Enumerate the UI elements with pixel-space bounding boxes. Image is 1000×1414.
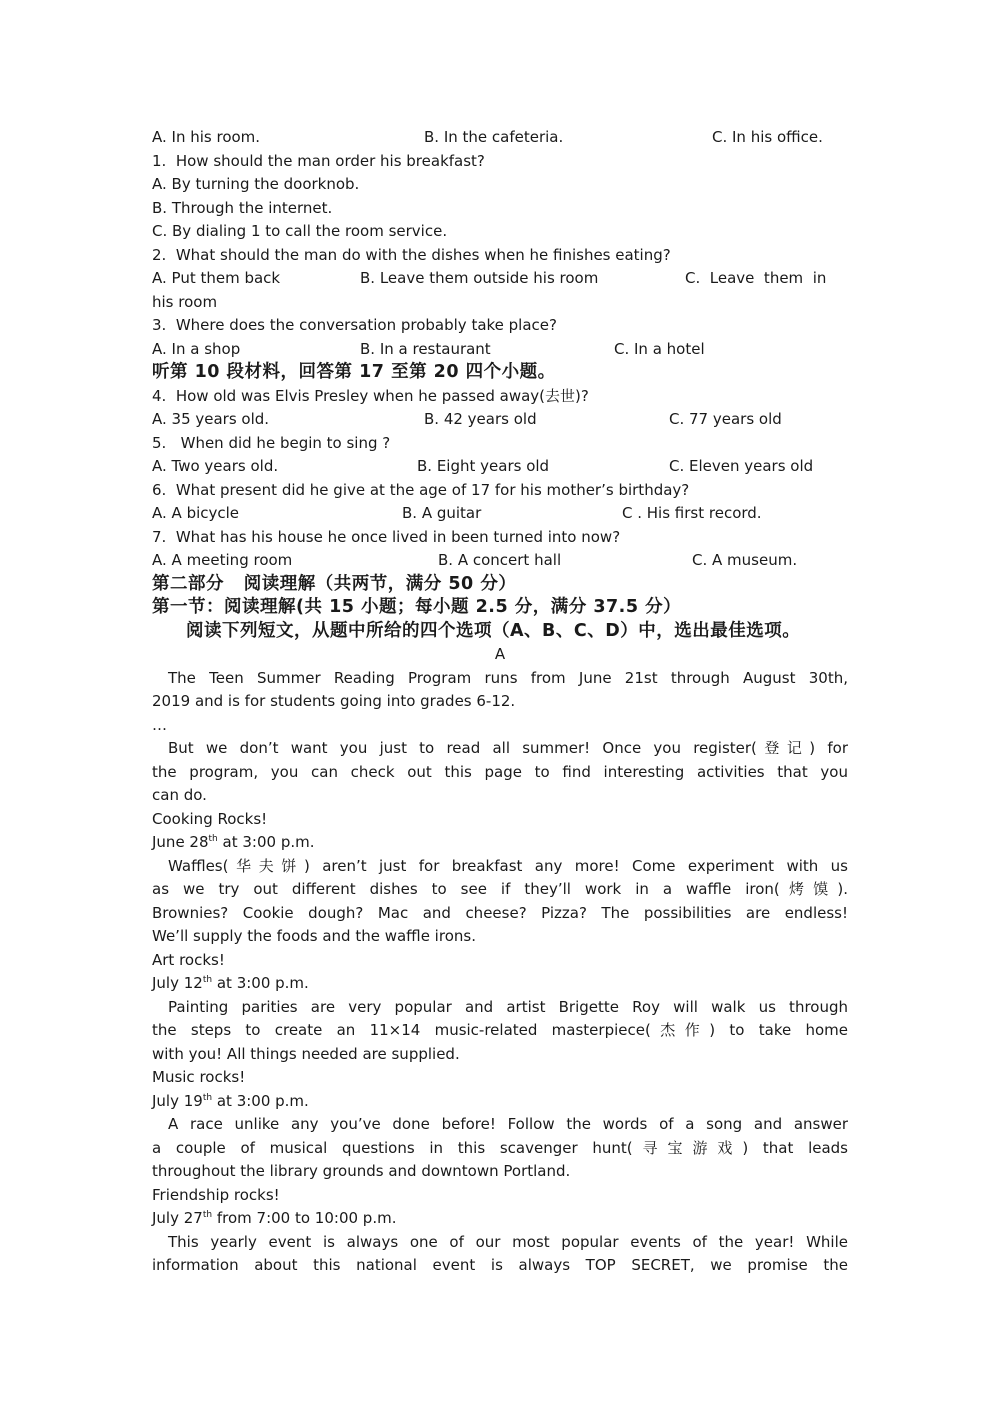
event-date-line (152, 1090, 848, 1114)
paragraph-line (152, 1160, 848, 1184)
paragraph-line (152, 878, 848, 902)
paragraph-line (152, 1254, 848, 1278)
question-line (152, 526, 848, 550)
text-segment: at 3:00 p.m. (217, 833, 315, 851)
text-segment: Painting parities are very popular and artist Brigette Roy will walk us through (168, 997, 848, 1016)
text-segment: Waffles(华夫饼) aren’t just for breakfast any more! Come experiment with us (168, 856, 848, 875)
text-segment: July 19 (152, 1091, 203, 1110)
paragraph-line (152, 761, 848, 785)
options-line (152, 455, 848, 479)
option-line (152, 220, 848, 244)
ellipsis-line (152, 714, 848, 738)
option-a: A. 35 years old. (152, 410, 270, 428)
superscript: th (208, 834, 218, 844)
event-date-line (152, 972, 848, 996)
text-segment: Friendship rocks! (152, 1185, 280, 1204)
paragraph-line (152, 1043, 848, 1067)
option-a: A. In a shop (152, 339, 241, 358)
options-line (152, 408, 848, 432)
text-segment: 5. When did he begin to sing ? (152, 433, 391, 452)
paragraph-line (152, 902, 848, 926)
options-line (152, 502, 848, 526)
text-segment: July 12 (152, 974, 203, 992)
text-segment: 阅读下列短文，从题中所给的四个选项（A、B、C、D）中，选出最佳选项。 (186, 620, 801, 641)
text-segment: A. By turning the doorknob. (152, 175, 360, 193)
text-segment: 第二部分 阅读理解（共两节，满分 50 分） (152, 573, 517, 594)
text-segment: the steps to create an 11×14 music-related masterpiece(杰作) to take home (152, 1021, 848, 1039)
text-segment: Brownies? Cookie dough? Mac and cheese? Pizza? The possibilities are endless! (152, 903, 848, 922)
text-segment: his room (152, 292, 218, 311)
options-line (152, 549, 848, 573)
event-title-line (152, 1066, 848, 1090)
text-segment: at 3:00 p.m. (212, 974, 309, 992)
option-b: B. A guitar (402, 504, 482, 522)
paragraph-line (152, 1231, 848, 1255)
option-b: B. A concert hall (438, 551, 562, 569)
paragraph-line (152, 1019, 848, 1043)
passage-label (152, 643, 848, 667)
text-segment: 7. What has his house he once lived in been turned into now? (152, 527, 621, 546)
question-line (152, 432, 848, 456)
paragraph-line (152, 690, 848, 714)
options-line (152, 338, 848, 362)
question-line (152, 244, 848, 268)
section-heading (152, 596, 848, 620)
text-segment: throughout the library grounds and downtown Portland. (152, 1162, 571, 1180)
option-c: C. 77 years old (669, 410, 782, 428)
text-segment: at 3:00 p.m. (212, 1091, 309, 1110)
text-segment: Music rocks! (152, 1068, 246, 1086)
paragraph-line (152, 784, 848, 808)
text-segment: a couple of musical questions in this scavenger hunt(寻宝游戏) that leads (152, 1138, 848, 1157)
text-segment: We’ll supply the foods and the waffle irons. (152, 927, 476, 945)
event-date-line (152, 1207, 848, 1231)
event-title-line (152, 1184, 848, 1208)
question-line (152, 314, 848, 338)
paragraph-line (152, 737, 848, 761)
event-title-line (152, 808, 848, 832)
text-segment: A race unlike any you’ve done before! Follow the words of a song and answer (168, 1115, 848, 1133)
option-continuation-line (152, 291, 848, 315)
text-segment: B. Through the internet. (152, 198, 333, 217)
question-line (152, 385, 848, 409)
option-line (152, 173, 848, 197)
text-segment: the program, you can check out this page to find interesting activities that you (152, 762, 848, 781)
text-segment: June 28 (152, 833, 209, 851)
option-a: A. Two years old. (152, 457, 279, 475)
text-segment: 6. What present did he give at the age of 17 for his mother’s birthday? (152, 480, 690, 499)
paragraph-line (152, 667, 848, 691)
option-b: B. Eight years old (417, 457, 550, 475)
text-segment: as we try out different dishes to see if they’ll work in a waffle iron(烤馍). (152, 880, 848, 898)
text-segment: 4. How old was Elvis Presley when he passed away(去世)? (152, 386, 589, 405)
option-a: A. A meeting room (152, 551, 293, 569)
option-c: C. Leave them in (685, 269, 827, 287)
text-segment: 1. How should the man order his breakfast? (152, 151, 485, 170)
text-segment: But we don’t want you just to read all summer! Once you register(登记) for (168, 739, 848, 757)
text-segment: Cooking Rocks! (152, 809, 268, 828)
text-segment: from 7:00 to 10:00 p.m. (212, 1209, 397, 1227)
option-c: C . His first record. (622, 504, 762, 522)
text-segment: A (494, 645, 506, 663)
option-b: B. In the cafeteria. (424, 128, 564, 146)
question-line (152, 479, 848, 503)
event-title-line (152, 949, 848, 973)
option-b: B. Leave them outside his room (360, 269, 599, 287)
superscript: th (202, 1210, 213, 1220)
text-segment: 2019 and is for students going into grades 6-12. (152, 692, 516, 710)
superscript: th (202, 1092, 213, 1103)
options-line (152, 267, 848, 291)
text-segment: … (152, 715, 167, 734)
exam-document (152, 126, 848, 1278)
text-segment: The Teen Summer Reading Program runs from June 21st through August 30th, (168, 668, 848, 687)
text-segment: 3. Where does the conversation probably take place? (152, 316, 557, 334)
option-c: C. In his office. (712, 128, 823, 146)
option-c: C. In a hotel (614, 339, 705, 358)
text-segment: 2. What should the man do with the dishes when he finishes eating? (152, 245, 671, 264)
event-date-line (152, 831, 848, 855)
text-segment: Art rocks! (152, 950, 225, 969)
text-segment: can do. (152, 786, 207, 804)
text-segment: C. By dialing 1 to call the room service. (152, 222, 448, 240)
option-c: C. A museum. (692, 551, 798, 569)
paragraph-line (152, 996, 848, 1020)
section-heading (152, 361, 848, 385)
option-b: B. 42 years old (424, 410, 537, 428)
option-a: A. In his room. (152, 128, 261, 146)
options-line (152, 126, 848, 150)
paragraph-line (152, 1137, 848, 1161)
section-heading (152, 573, 848, 597)
superscript: th (202, 975, 213, 985)
section-instructions (152, 620, 848, 644)
option-a: A. A bicycle (152, 504, 240, 522)
question-line (152, 150, 848, 174)
paragraph-line (152, 1113, 848, 1137)
text-segment: information about this national event is always TOP SECRET, we promise the (152, 1256, 848, 1274)
option-b: B. In a restaurant (360, 339, 491, 358)
paragraph-line (152, 925, 848, 949)
text-segment: July 27 (152, 1209, 203, 1227)
paragraph-line (152, 855, 848, 879)
text-segment: This yearly event is always one of our most popular events of the year! While (168, 1232, 848, 1251)
text-segment: 听第 10 段材料，回答第 17 至第 20 四个小题。 (152, 362, 556, 382)
text-segment: with you! All things needed are supplied. (152, 1044, 460, 1063)
option-line (152, 197, 848, 221)
text-segment: 第一节：阅读理解(共 15 小题；每小题 2.5 分，满分 37.5 分） (152, 597, 682, 617)
option-c: C. Eleven years old (669, 457, 814, 475)
option-a: A. Put them back (152, 269, 281, 287)
